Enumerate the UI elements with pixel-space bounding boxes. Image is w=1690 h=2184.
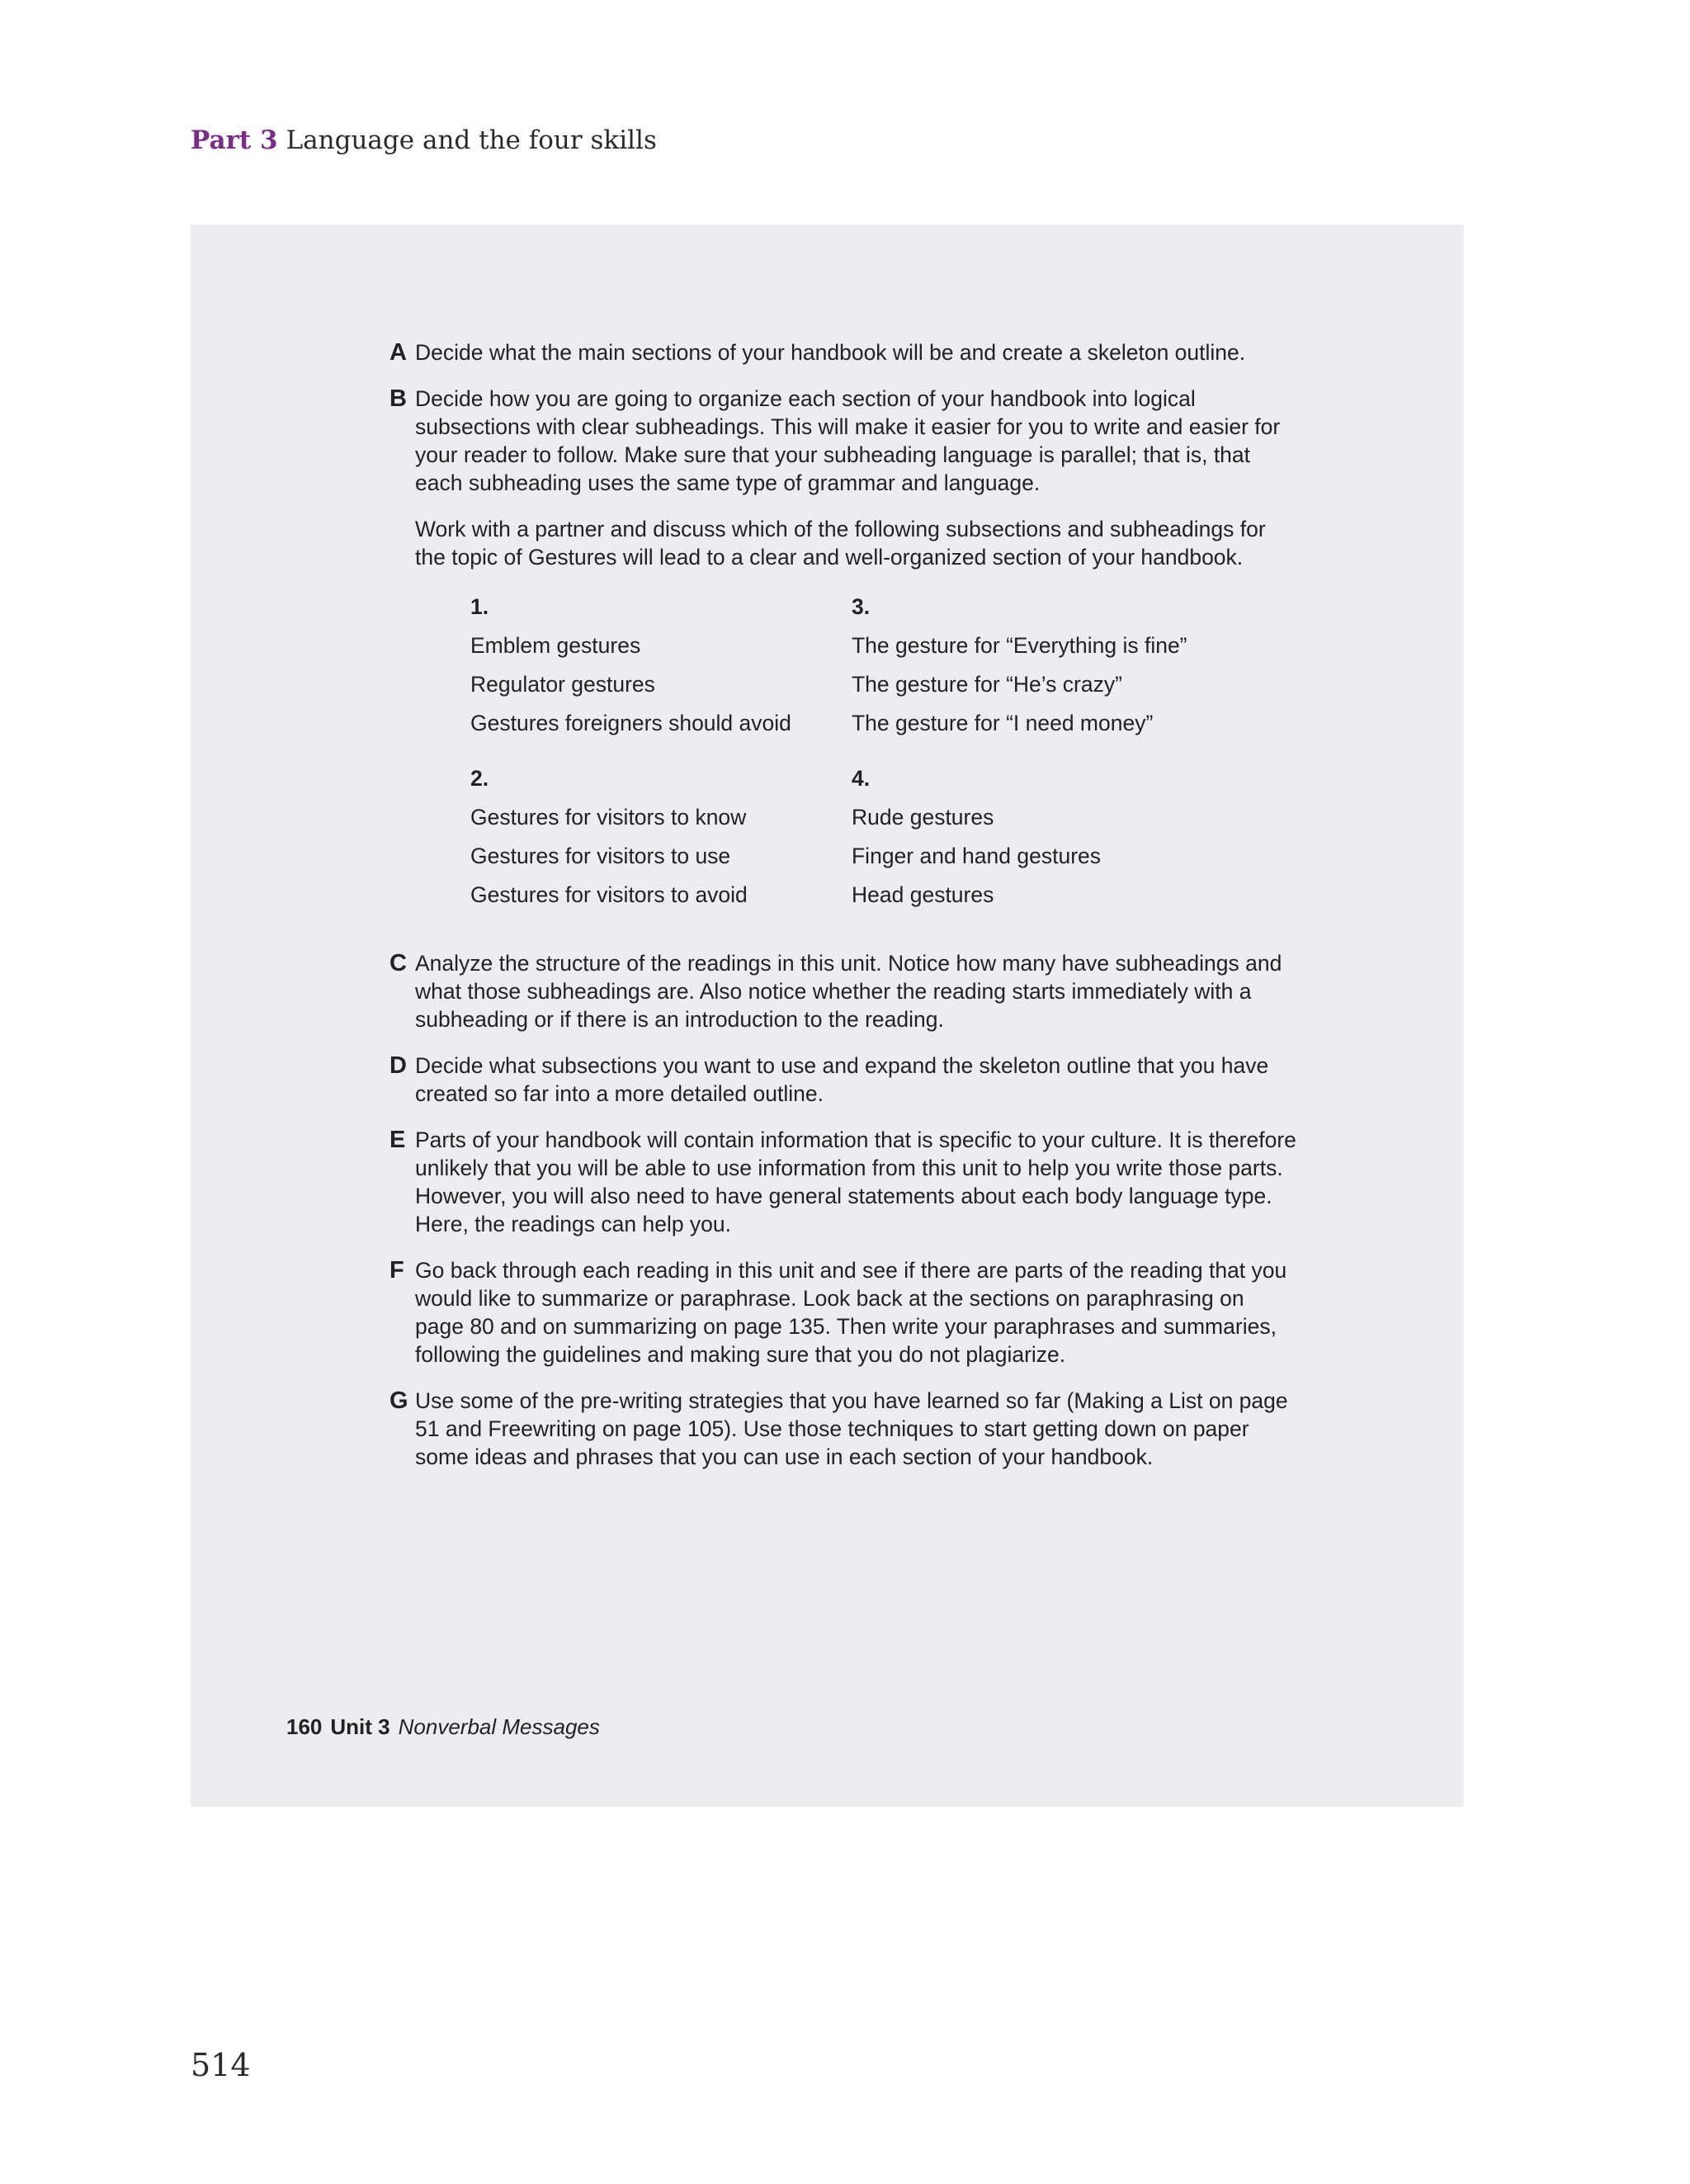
- step-text: Use some of the pre-writing strategies that you have learned so far (Making a List on page 51 and Freewriting on page 105). Use those techniques to start getting down on paper some ideas and phrases that you can use in each section of your handbook.: [415, 1388, 1288, 1469]
- option-line: Gestures for visitors to avoid: [470, 882, 748, 907]
- option-number: 1.: [470, 594, 489, 619]
- step-text: Analyze the structure of the readings in this unit. Notice how many have subheadings and what those subheadings are. Also notice whether the reading starts immediately with a subheading or if there is an introduction to the reading.: [415, 951, 1282, 1032]
- option-line: Gestures foreigners should avoid: [470, 711, 791, 735]
- folio-unit: Unit 3: [330, 1714, 390, 1739]
- step-text: Decide what subsections you want to use and expand the skeleton outline that you have created so far into a more detailed outline.: [415, 1053, 1269, 1106]
- step-text: Go back through each reading in this unit and see if there are parts of the reading that you would like to summarize or paraphrase. Look back at the sections on paraphrasing on page 80 and on summarizing on page 135. Then write your paraphrases and summaries, following the guidelines and making sure that you do not plagiarize.: [415, 1258, 1287, 1367]
- running-head: [191, 125, 657, 155]
- option-line: The gesture for “I need money”: [852, 711, 1154, 735]
- part-title: Language and the four skills: [286, 125, 657, 155]
- step-a: [389, 338, 1297, 366]
- step-e: [389, 1126, 1297, 1238]
- activity-steps: [389, 338, 1297, 1489]
- step-text: Parts of your handbook will contain information that is specific to your culture. It is therefore unlikely that you will be able to use information from this unit to help you write those parts. However, you will also need to have general statements about each body language type. Here, the readings can help you.: [415, 1127, 1296, 1236]
- step-c: [389, 949, 1297, 1033]
- subheading-options: [470, 588, 1296, 931]
- option-group-3: [852, 588, 1264, 743]
- option-line: The gesture for “He’s crazy”: [852, 672, 1122, 697]
- option-number: 2.: [470, 766, 489, 791]
- step-f: [389, 1256, 1297, 1369]
- option-line: The gesture for “Everything is fine”: [852, 633, 1187, 658]
- step-letter: F: [389, 1257, 404, 1283]
- step-d: [389, 1052, 1297, 1108]
- option-line: Finger and hand gestures: [852, 844, 1102, 868]
- option-line: Emblem gestures: [470, 633, 641, 658]
- option-number: 4.: [852, 766, 871, 791]
- page-number: 514: [191, 2047, 251, 2083]
- step-letter: G: [389, 1387, 408, 1414]
- inset-folio: [286, 1714, 600, 1740]
- step-g: [389, 1387, 1297, 1471]
- option-group-2: [470, 759, 852, 915]
- step-text: Decide how you are going to organize each section of your handbook into logical subsections with clear subheadings. This will make it easier for you to write and easier for your reader to follow. Make sure that your subheading language is parallel; that is, that each subheading uses the same type of grammar and language.: [415, 386, 1281, 495]
- part-label: Part 3: [191, 125, 278, 155]
- step-text: Work with a partner and discuss which of the following subsections and subheadings for the topic of Gestures will lead to a clear and well-organized section of your handbook.: [415, 517, 1266, 570]
- option-line: Rude gestures: [852, 805, 994, 830]
- step-letter: B: [389, 385, 407, 412]
- folio-page-number: 160: [286, 1714, 323, 1739]
- option-line: Regulator gestures: [470, 672, 655, 697]
- option-group-4: [852, 759, 1264, 915]
- option-line: Gestures for visitors to use: [470, 844, 731, 868]
- option-group-1: [470, 588, 852, 743]
- step-b: [389, 385, 1297, 931]
- step-letter: D: [389, 1052, 407, 1079]
- option-line: Head gestures: [852, 882, 994, 907]
- option-line: Gestures for visitors to know: [470, 805, 747, 830]
- step-letter: C: [389, 950, 407, 976]
- step-letter: A: [389, 339, 407, 366]
- option-number: 3.: [852, 594, 871, 619]
- step-letter: E: [389, 1127, 406, 1153]
- step-text: Decide what the main sections of your handbook will be and create a skeleton outline.: [415, 340, 1246, 365]
- folio-unit-title: Nonverbal Messages: [398, 1714, 600, 1739]
